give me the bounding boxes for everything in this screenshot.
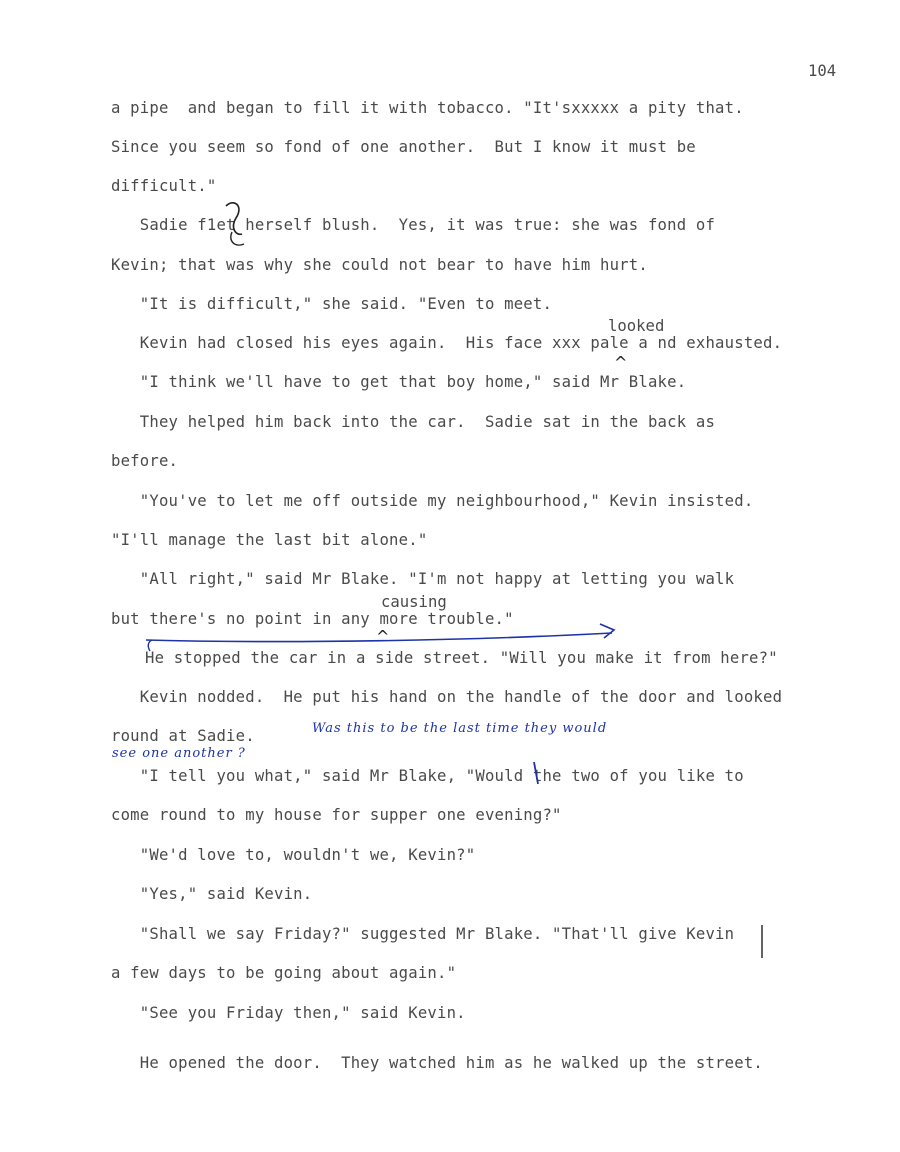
text-line-8: "I think we'll have to get that boy home," said Mr Blake. — [111, 373, 687, 391]
text-line-10: before. — [111, 452, 179, 470]
text-line-4: Sadie f1et herself blush. Yes, it was true: she was fond of — [111, 216, 716, 234]
handwritten-note-line-2: see one another ? — [112, 746, 246, 761]
text-line-11: "You've to let me off outside my neighbourhood," Kevin insisted. — [111, 492, 754, 510]
text-line-17: round at Sadie. — [111, 727, 255, 745]
text-line-14: but there's no point in any more trouble." — [111, 610, 514, 628]
text-line-2: Since you seem so fond of one another. But I know it must be — [111, 138, 696, 156]
text-line-19: come round to my house for supper one evening?" — [111, 806, 562, 824]
handwritten-note-line-1: Was this to be the last time they would — [312, 721, 608, 736]
text-line-25: He opened the door. They watched him as he walked up the street. — [111, 1054, 763, 1072]
page-number: 104 — [808, 62, 837, 80]
text-line-24: "See you Friday then," said Kevin. — [111, 1004, 466, 1022]
inserted-word-looked: looked — [608, 317, 665, 335]
inserted-word-causing: causing — [381, 593, 447, 611]
arrow-icon — [600, 624, 614, 638]
insertion-caret-icon: ^ — [614, 353, 628, 372]
insertion-caret-icon: ^ — [376, 627, 390, 646]
text-line-1: a pipe and began to fill it with tobacco. "It'sxxxxx a pity that. — [111, 99, 744, 117]
text-line-3: difficult." — [111, 177, 217, 195]
text-line-13: "All right," said Mr Blake. "I'm not happy at letting you walk — [111, 570, 735, 588]
text-line-7: Kevin had closed his eyes again. His face xxx pale a nd exhausted. — [111, 334, 783, 352]
text-line-20: "We'd love to, wouldn't we, Kevin?" — [111, 846, 476, 864]
text-line-6: "It is difficult," she said. "Even to meet. — [111, 295, 553, 313]
text-line-15: He stopped the car in a side street. "Will you make it from here?" — [145, 649, 778, 667]
text-line-5: Kevin; that was why she could not bear to have him hurt. — [111, 256, 648, 274]
text-line-22: "Shall we say Friday?" suggested Mr Blake. "That'll give Kevin — [111, 925, 735, 943]
text-line-12: "I'll manage the last bit alone." — [111, 531, 428, 549]
text-line-16: Kevin nodded. He put his hand on the handle of the door and looked — [111, 688, 783, 706]
text-line-18: "I tell you what," said Mr Blake, "Would the two of you like to — [111, 767, 744, 785]
text-line-23: a few days to be going about again." — [111, 964, 457, 982]
text-line-9: They helped him back into the car. Sadie sat in the back as — [111, 413, 716, 431]
text-line-21: "Yes," said Kevin. — [111, 885, 313, 903]
